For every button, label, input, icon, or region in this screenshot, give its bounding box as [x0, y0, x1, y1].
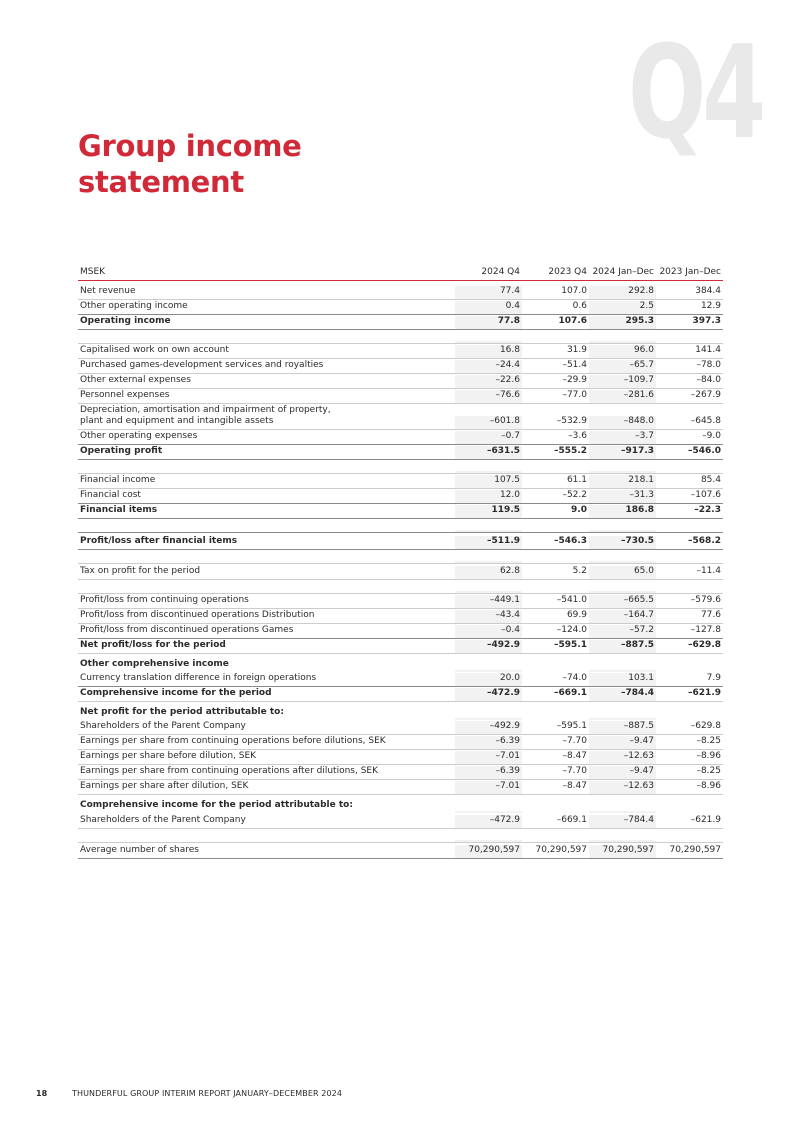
cell: –7.01: [455, 751, 522, 764]
cell: 61.1: [566, 475, 587, 485]
cell: –784.4: [589, 815, 656, 828]
cell: –8.47: [562, 751, 587, 761]
table-spacer: [78, 519, 723, 533]
table-header: [78, 264, 723, 281]
cell: –621.9: [688, 688, 721, 698]
cell: –22.3: [694, 505, 721, 515]
table-row: [78, 281, 723, 300]
table-row: [78, 843, 723, 859]
section-heading: [78, 654, 723, 672]
cell: –546.0: [688, 446, 721, 456]
cell: –124.0: [556, 625, 587, 635]
page-footer: [36, 1089, 342, 1098]
header-col: 2023 Q4: [548, 267, 587, 277]
cell: 70,290,597: [589, 845, 656, 858]
table-row-subtotal: [78, 687, 723, 702]
row-label: Other external expenses: [80, 375, 191, 385]
cell: –52.2: [562, 490, 587, 500]
cell: 107.5: [455, 475, 522, 488]
row-label-line-1: Depreciation, amortisation and impairment of property,: [80, 405, 331, 415]
cell: 12.0: [455, 490, 522, 503]
cell: 7.9: [706, 673, 721, 683]
cell: –6.39: [455, 736, 522, 749]
cell: –31.3: [589, 490, 656, 503]
cell: –107.6: [690, 490, 721, 500]
cell: –6.39: [455, 766, 522, 779]
row-label: Earnings per share from continuing operations after dilutions, SEK: [80, 766, 378, 776]
cell: –8.25: [696, 736, 721, 746]
cell: –7.70: [562, 766, 587, 776]
table-row: [78, 489, 723, 504]
table-row-subtotal: [78, 445, 723, 460]
cell: –127.8: [690, 625, 721, 635]
cell: –8.96: [696, 751, 721, 761]
cell: –645.8: [690, 416, 721, 426]
cell: –65.7: [589, 360, 656, 373]
cell: 70,290,597: [535, 845, 587, 855]
cell: –887.5: [589, 721, 656, 734]
cell: 397.3: [692, 316, 721, 326]
cell: –595.1: [554, 640, 587, 650]
cell: –76.6: [455, 390, 522, 403]
cell: –917.3: [589, 446, 656, 459]
cell: –109.7: [589, 375, 656, 388]
cell: –532.9: [556, 416, 587, 426]
cell: –472.9: [455, 688, 522, 701]
cell: –267.9: [690, 390, 721, 400]
cell: –730.5: [589, 536, 656, 549]
cell: –7.01: [455, 781, 522, 794]
cell: –24.4: [455, 360, 522, 373]
cell: –568.2: [688, 536, 721, 546]
cell: –492.9: [455, 721, 522, 734]
cell: 103.1: [589, 673, 656, 686]
table-row: [78, 750, 723, 765]
row-label: Net profit for the period attributable to:: [80, 707, 284, 717]
row-label: Profit/loss after financial items: [80, 536, 238, 546]
cell: –78.0: [696, 360, 721, 370]
row-label-line-2: plant and equipment and intangible assets: [80, 416, 274, 426]
footer-text: THUNDERFUL GROUP INTERIM REPORT JANUARY–DECEMBER 2024: [72, 1089, 343, 1098]
cell: 295.3: [589, 316, 656, 329]
table-row: [78, 624, 723, 639]
table-spacer: [78, 550, 723, 564]
cell: –84.0: [696, 375, 721, 385]
cell: 119.5: [455, 505, 522, 518]
table-row: [78, 813, 723, 829]
cell: 5.2: [572, 566, 587, 576]
income-statement-table: [78, 264, 723, 859]
cell: –3.6: [568, 431, 587, 441]
cell: –472.9: [455, 815, 522, 828]
cell: 107.0: [561, 286, 587, 296]
row-label: Profit/loss from discontinued operations Games: [80, 625, 294, 635]
row-label: Shareholders of the Parent Company: [80, 721, 246, 731]
header-col: 2024 Q4: [481, 267, 520, 277]
row-label: Capitalised work on own account: [80, 345, 229, 355]
table-row-subtotal: [78, 533, 723, 550]
cell: –74.0: [562, 673, 587, 683]
cell: –631.5: [455, 446, 522, 459]
table-spacer: [78, 580, 723, 594]
cell: 292.8: [589, 286, 656, 299]
cell: 62.8: [455, 566, 522, 579]
cell: 77.8: [455, 316, 522, 329]
cell: –887.5: [589, 640, 656, 653]
cell: –511.9: [455, 536, 522, 549]
row-label: Profit/loss from continuing operations: [80, 595, 249, 605]
table-spacer: [78, 829, 723, 843]
table-row: [78, 300, 723, 315]
cell: –12.63: [589, 751, 656, 764]
table-row: [78, 344, 723, 359]
row-label: Operating profit: [80, 446, 163, 456]
table-row: [78, 374, 723, 389]
cell: –9.47: [589, 736, 656, 749]
cell: 107.6: [558, 316, 587, 326]
page-title-line-1: Group income: [78, 129, 302, 163]
row-label: Financial items: [80, 505, 158, 515]
row-label: Currency translation difference in foreign operations: [80, 673, 317, 683]
table-row: [78, 389, 723, 404]
cell: –848.0: [589, 416, 656, 429]
cell: –784.4: [589, 688, 656, 701]
row-label: Earnings per share from continuing operations before dilutions, SEK: [80, 736, 386, 746]
page-title: [78, 128, 302, 200]
cell: 70,290,597: [669, 845, 721, 855]
row-label: Other operating income: [80, 301, 188, 311]
cell: 384.4: [695, 286, 721, 296]
cell: –164.7: [589, 610, 656, 623]
table-row: [78, 430, 723, 445]
cell: –546.3: [554, 536, 587, 546]
table-row: [78, 609, 723, 624]
cell: 77.4: [455, 286, 522, 299]
cell: –555.2: [554, 446, 587, 456]
table-row: [78, 404, 723, 430]
cell: –669.1: [554, 688, 587, 698]
cell: –629.8: [688, 640, 721, 650]
cell: 141.4: [695, 345, 721, 355]
row-label: Comprehensive income for the period attributable to:: [80, 800, 353, 810]
page-number: 18: [36, 1089, 48, 1098]
cell: –43.4: [455, 610, 522, 623]
cell: –601.8: [455, 416, 522, 429]
table-row: [78, 720, 723, 735]
cell: 65.0: [589, 566, 656, 579]
cell: –665.5: [589, 595, 656, 608]
row-label: Average number of shares: [80, 845, 199, 855]
table-row: [78, 672, 723, 687]
cell: –621.9: [690, 815, 721, 825]
table-row-subtotal: [78, 504, 723, 519]
cell: –22.6: [455, 375, 522, 388]
cell: –77.0: [562, 390, 587, 400]
cell: –12.63: [589, 781, 656, 794]
table-row: [78, 735, 723, 750]
cell: –579.6: [690, 595, 721, 605]
cell: 9.0: [571, 505, 587, 515]
row-label: Financial income: [80, 475, 156, 485]
table-row-subtotal: [78, 639, 723, 654]
cell: –0.4: [455, 625, 522, 638]
cell: –492.9: [455, 640, 522, 653]
cell: –8.47: [562, 781, 587, 791]
header-label: MSEK: [80, 267, 106, 277]
cell: –595.1: [556, 721, 587, 731]
row-label: Other comprehensive income: [80, 659, 229, 669]
cell: 0.4: [455, 301, 522, 314]
cell: 218.1: [589, 475, 656, 488]
row-label: Shareholders of the Parent Company: [80, 815, 246, 825]
row-label: Operating income: [80, 316, 171, 326]
row-label: [78, 405, 455, 429]
cell: –541.0: [556, 595, 587, 605]
header-col: 2024 Jan–Dec: [592, 267, 654, 277]
table-row-subtotal: [78, 315, 723, 330]
cell: 70,290,597: [455, 845, 522, 858]
row-label: Financial cost: [80, 490, 141, 500]
cell: 186.8: [589, 505, 656, 518]
table-row: [78, 594, 723, 609]
cell: –11.4: [696, 566, 721, 576]
table-row: [78, 474, 723, 489]
cell: –669.1: [556, 815, 587, 825]
row-label: Profit/loss from discontinued operations Distribution: [80, 610, 315, 620]
row-label: Comprehensive income for the period: [80, 688, 272, 698]
row-label: Other operating expenses: [80, 431, 198, 441]
cell: 96.0: [589, 345, 656, 358]
cell: –51.4: [562, 360, 587, 370]
cell: –449.1: [455, 595, 522, 608]
row-label: Earnings per share after dilution, SEK: [80, 781, 249, 791]
table-row: [78, 780, 723, 795]
cell: 69.9: [566, 610, 587, 620]
cell: –57.2: [589, 625, 656, 638]
cell: –7.70: [562, 736, 587, 746]
cell: –8.96: [696, 781, 721, 791]
cell: 20.0: [455, 673, 522, 686]
row-label: Earnings per share before dilution, SEK: [80, 751, 257, 761]
cell: 0.6: [572, 301, 587, 311]
cell: 16.8: [455, 345, 522, 358]
cell: –629.8: [690, 721, 721, 731]
row-label: Tax on profit for the period: [80, 566, 201, 576]
cell: 12.9: [700, 301, 721, 311]
header-col: 2023 Jan–Dec: [659, 267, 721, 277]
page-title-line-2: statement: [78, 165, 244, 199]
table-row: [78, 359, 723, 374]
cell: 2.5: [589, 301, 656, 314]
cell: 77.6: [700, 610, 721, 620]
cell: –8.25: [696, 766, 721, 776]
table-row: [78, 765, 723, 780]
cell: 85.4: [700, 475, 721, 485]
section-heading: [78, 702, 723, 720]
cell: 31.9: [566, 345, 587, 355]
table-spacer: [78, 460, 723, 474]
row-label: Personnel expenses: [80, 390, 170, 400]
cell: –9.0: [702, 431, 721, 441]
table-spacer: [78, 330, 723, 344]
row-label: Purchased games-development services and royalties: [80, 360, 324, 370]
row-label: Net revenue: [80, 286, 136, 296]
q4-corner-mark: Q4: [628, 19, 762, 168]
cell: –0.7: [455, 431, 522, 444]
cell: –3.7: [589, 431, 656, 444]
row-label: Net profit/loss for the period: [80, 640, 226, 650]
cell: –9.47: [589, 766, 656, 779]
table-row: [78, 564, 723, 580]
cell: –29.9: [562, 375, 587, 385]
section-heading: [78, 795, 723, 813]
cell: –281.6: [589, 390, 656, 403]
